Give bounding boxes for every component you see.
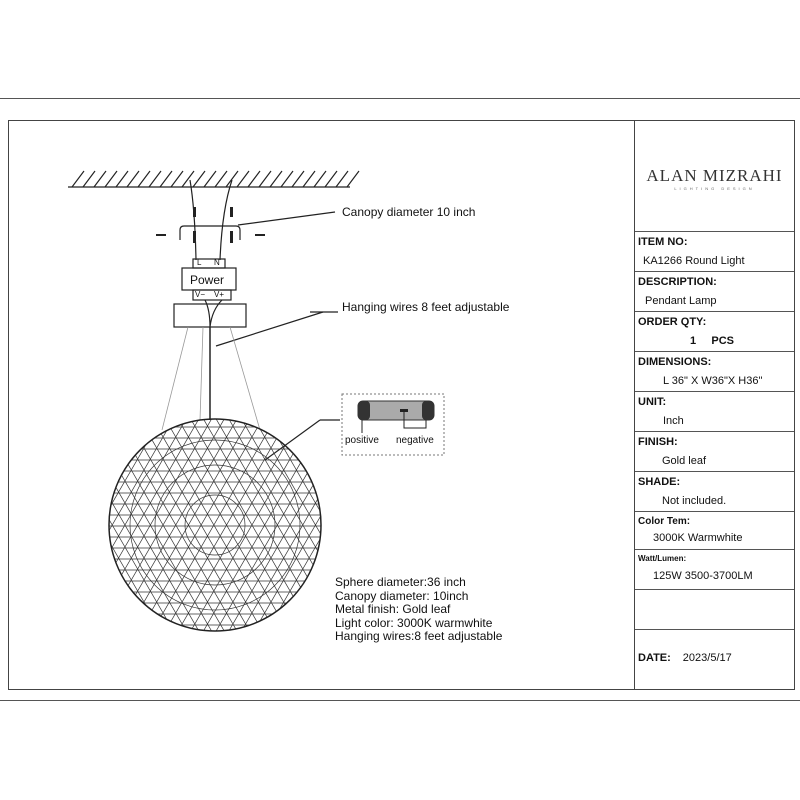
negative-label: negative [396,435,434,446]
spec-label: FINISH: [638,436,678,448]
terminal-n: N [214,258,220,267]
sphere-lattice [54,352,384,697]
spec-value: 3000K Warmwhite [653,532,743,544]
spec-unit [635,392,794,432]
spec-finish [635,432,794,472]
note: Sphere diameter:36 inch [335,575,466,589]
ceiling-hatch [72,171,359,187]
note: Metal finish: Gold leaf [335,602,451,616]
note: Hanging wires:8 feet adjustable [335,629,503,643]
spec-color-temp [635,512,794,550]
suspension-wire [230,327,260,430]
suspension-wire [200,327,203,420]
date-row [638,652,732,664]
spec-value: Gold leaf [662,455,707,467]
wire-l [190,180,196,260]
brand-tagline: LIGHTING DESIGN [674,186,755,191]
brand-name: ALAN MIZRAHI [646,166,783,185]
power-label: Power [190,273,225,287]
spec-shade [635,472,794,512]
note: Light color: 3000K warmwhite [335,615,493,630]
canopy-leader [238,212,335,225]
spec-value: L 36" X W36"X H36" [663,375,763,387]
positive-label: positive [345,435,379,446]
spec-notes [335,576,502,644]
wires-leader [216,312,323,346]
spec-label: UNIT: [638,396,667,408]
date-value: 2023/5/17 [682,652,732,664]
brand-logo [635,120,794,232]
spec-item-no [635,232,794,272]
date-label: DATE: [638,652,671,664]
spec-value: Pendant Lamp [645,295,717,307]
spec-dimensions [635,352,794,392]
terminal-l: L [197,258,202,267]
spec-label: Color Tem: [638,516,691,527]
terminal-vneg: V− [195,290,206,299]
spec-label: ITEM NO: [638,236,688,248]
wires-callout: Hanging wires 8 feet adjustable [342,300,510,314]
title-block [634,120,795,690]
note: Canopy diameter: 10inch [335,588,469,603]
spec-value: 125W 3500-3700LM [653,570,753,582]
spec-value: Not included. [662,495,727,507]
spec-empty [635,590,794,630]
spec-label: DESCRIPTION: [638,276,717,288]
spec-order-qty [635,312,794,352]
spec-value: 1 PCS [690,335,735,347]
spec-label: ORDER QTY: [638,316,707,328]
spec-value: Inch [663,415,684,427]
spec-label: SHADE: [638,476,681,488]
spec-watt-lumen [635,550,794,590]
led-leader [265,420,320,460]
spec-label: Watt/Lumen: [638,554,687,563]
canopy-callout: Canopy diameter 10 inch [342,205,476,219]
spec-label: DIMENSIONS: [638,356,712,368]
terminal-vpos: V+ [214,290,225,299]
spec-description [635,272,794,312]
sphere-outline [109,419,321,631]
suspension-wire [162,327,188,430]
sheet-border-bottom [0,700,800,701]
spec-value: KA1266 Round Light [643,255,745,267]
wire-n [220,180,232,260]
